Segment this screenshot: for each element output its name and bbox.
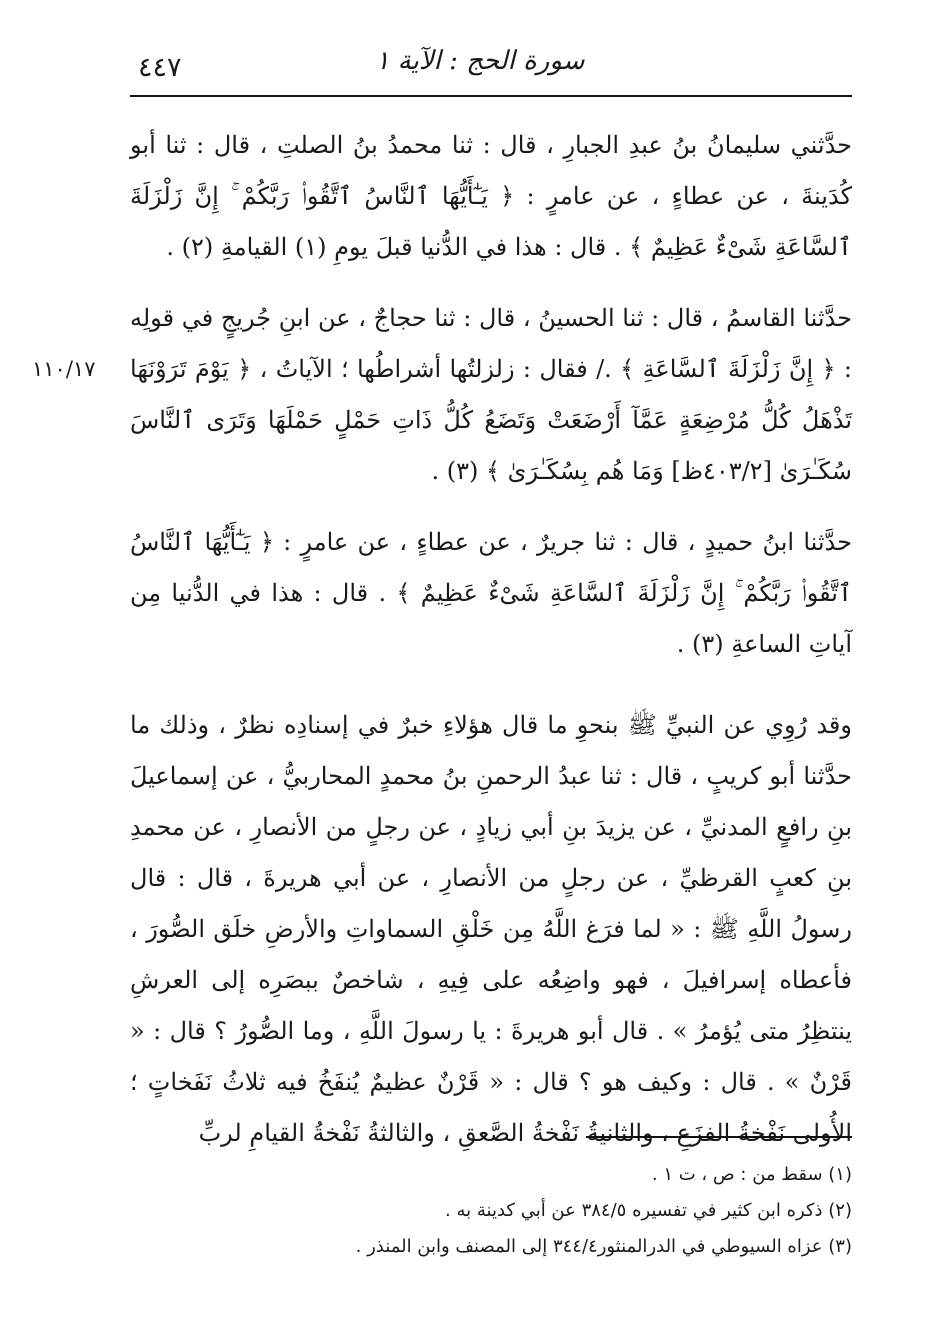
margin-reference: ١١٠/١٧ bbox=[32, 357, 96, 381]
header-rule bbox=[130, 95, 852, 97]
paragraph: حدَّثنا ابنُ حميدٍ ، قال : ثنا جريرٌ ، عن عطاءٍ ، عن عامرٍ : ﴿ يَـٰٓأَيُّهَا ٱلنَّاسُ ٱتَّقُوا۟ رَبَّكُمْ ۚ إِنَّ زَلْزَلَةَ ٱلسَّاعَةِ شَىْءٌ عَظِيمٌ ﴾ . قال : هذا في الدُّنيا مِن آياتِ الساعةِ (٣) . bbox=[130, 528, 852, 658]
footnote: (٢) ذكره ابن كثير في تفسيره ٣٨٤/٥ عن أبي كدينة به . bbox=[445, 1200, 852, 1221]
footnote: (٣) عزاه السيوطي في الدرالمنثور٣٤٤/٤ إلى المصنف وابن المنذر . bbox=[355, 1236, 852, 1257]
footnotes bbox=[130, 1162, 852, 1270]
footnote: (١) سقط من : ص ، ت ١ . bbox=[651, 1164, 852, 1185]
paragraph: حدَّثني سليمانُ بنُ عبدِ الجبارِ ، قال : ثنا محمدُ بنُ الصلتِ ، قال : ثنا أبو كُدَينةَ ، عن عطاءٍ ، عن عامرٍ : ﴿ يَـٰٓأَيُّهَا ٱلنَّاسُ ٱتَّقُوا۟ رَبَّكُمْ ۚ إِنَّ زَلْزَلَةَ ٱلسَّاعَةِ شَىْءٌ عَظِيمٌ ﴾ . قال : هذا في الدُّنيا قبلَ يومِ (١) القيامةِ (٢) . bbox=[130, 131, 852, 261]
running-title: سورة الحج : الآية ١ bbox=[375, 46, 585, 76]
footnote-rule bbox=[586, 1136, 852, 1138]
main-text bbox=[130, 120, 852, 1179]
paragraph: حدَّثنا القاسمُ ، قال : ثنا الحسينُ ، قال : ثنا حجاجٌ ، عن ابنِ جُريجٍ في قولِه : ﴿ إِنَّ زَلْزَلَةَ ٱلسَّاعَةِ ﴾ ./ فقال : زلزلتُها أشراطُها ؛ الآياتُ ، ﴿ يَوْمَ تَرَوْنَهَا تَذْهَلُ كُلُّ مُرْضِعَةٍ عَمَّآ أَرْضَعَتْ وَتَضَعُ كُلُّ ذَاتِ حَمْلٍ حَمْلَهَا وَتَرَى ٱلنَّاسَ سُكَـٰرَىٰ [٤٠٣/٢ظ] وَمَا هُم بِسُكَـٰرَىٰ ﴾ (٣) . bbox=[130, 304, 852, 485]
page-number: ٤٤٧ bbox=[138, 52, 182, 83]
paragraph: وقد رُوِي عن النبيِّ ﷺ بنحوِ ما قال هؤلاءِ خبرٌ في إسنادِه نظرٌ ، وذلك ما حدَّثنا أبو كريبٍ ، قال : ثنا عبدُ الرحمنِ بنُ محمدٍ المحاربيُّ ، عن إسماعيلَ بنِ رافعٍ المدنيِّ ، عن يزيدَ بنِ أبي زيادٍ ، عن رجلٍ من الأنصارِ ، عن محمدِ بنِ كعبٍ القرظيِّ ، عن رجلٍ من الأنصارِ ، عن أبي هريرةَ ، قال : قال رسولُ اللَّهِ ﷺ : « لما فرَغ اللَّهُ مِن خَلْقِ السماواتِ والأرضِ خلَق الصُّورَ ، فأعطاه إسرافيلَ ، فهو واضِعُه على فِيهِ ، شاخصٌ ببصَرِه إلى العرشِ ينتظِرُ متى يُؤمرُ » . قال أبو هريرةَ : يا رسولَ اللَّهِ ، وما الصُّورُ ؟ قال : « قَرْنٌ » . قال : وكيف هو ؟ قال : « قَرْنٌ عظيمٌ يُنفَخُ فيه ثلاثُ نَفَخاتٍ ؛ الأُولى نَفْخةُ الفزَعِ ، والثانيةُ نَفْخةُ الصَّعقِ ، والثالثةُ نَفْخةُ القيامِ لربِّ bbox=[130, 711, 852, 1147]
